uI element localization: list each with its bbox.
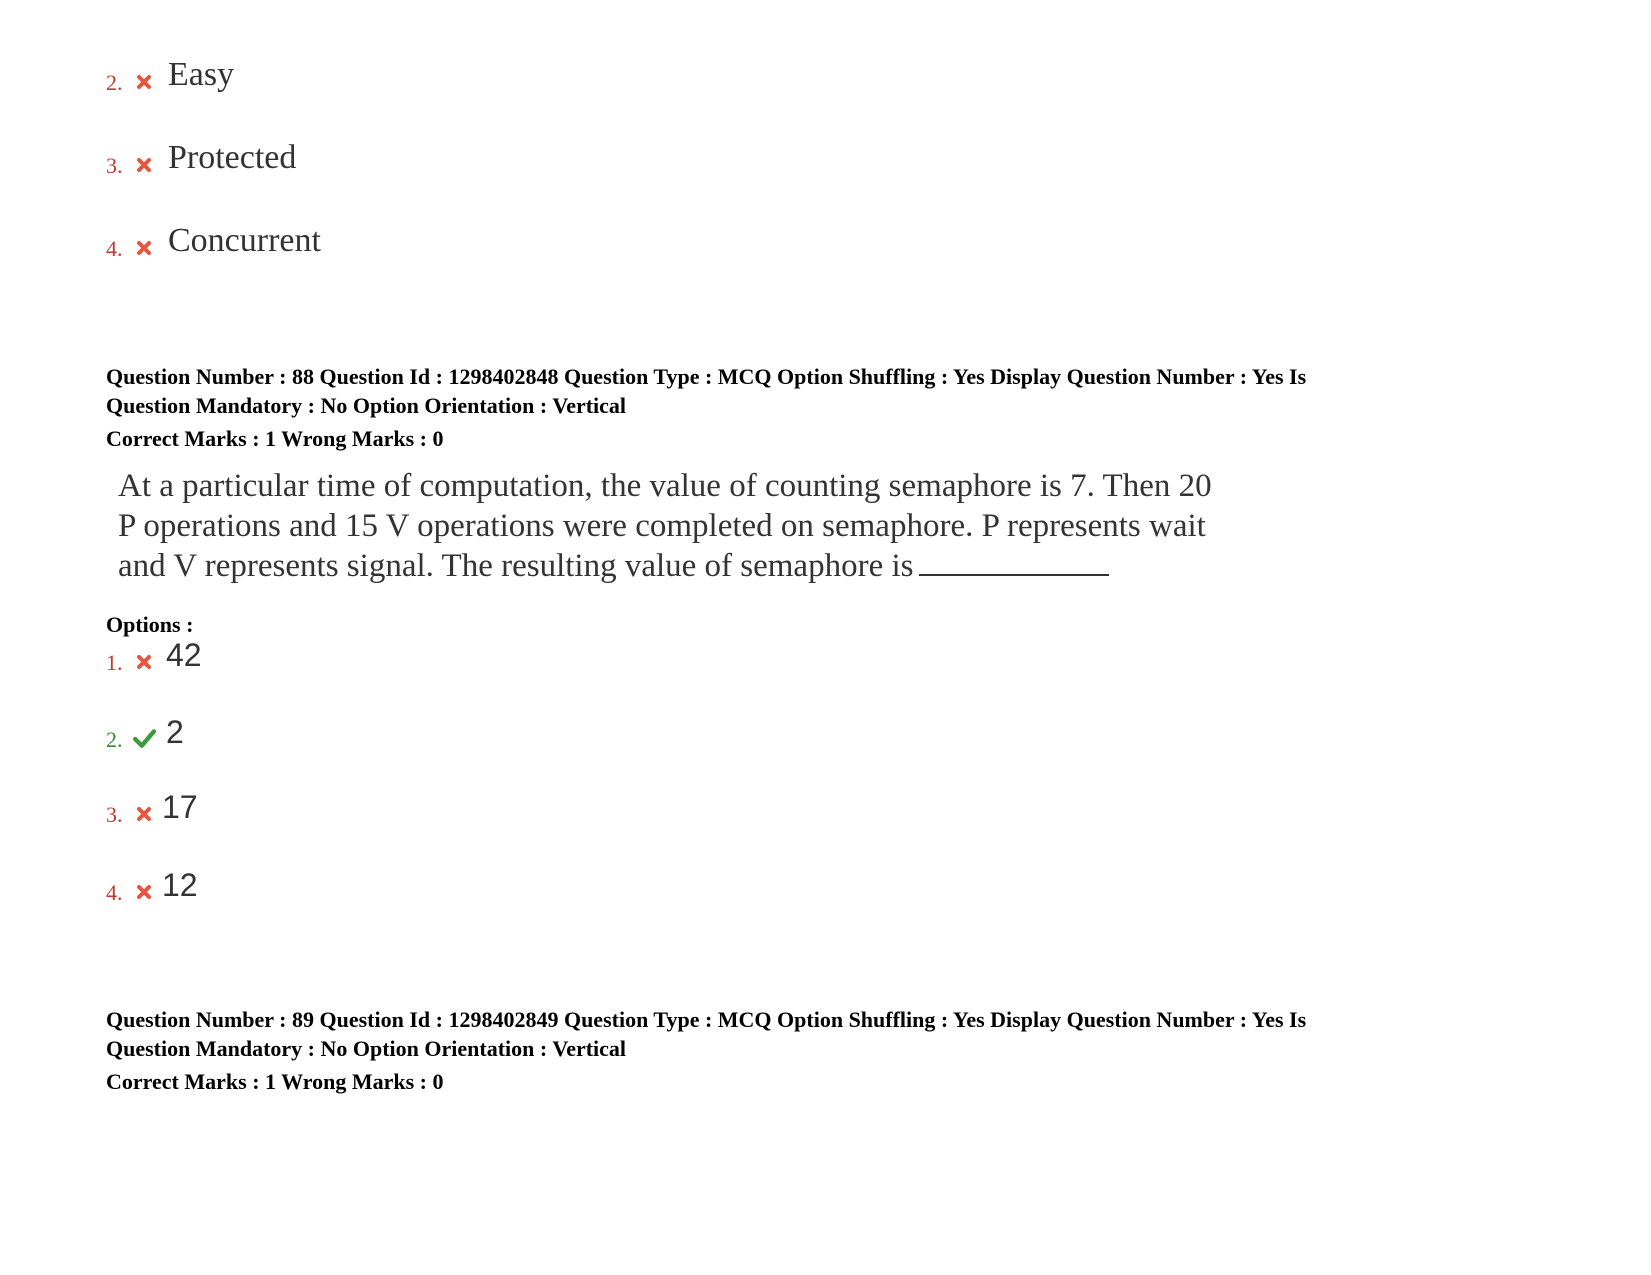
- option-text: 17: [162, 789, 198, 825]
- option-text: Protected: [168, 139, 297, 176]
- option-number: 4.: [106, 236, 123, 261]
- checkmark-icon: [132, 727, 156, 749]
- cross-icon: [134, 72, 154, 92]
- cross-icon: [134, 652, 154, 672]
- question-meta: [106, 362, 1546, 420]
- option-text: 2: [166, 714, 184, 750]
- question-meta-line: Question Mandatory : No Option Orientation : Vertical: [106, 393, 627, 418]
- option-number: 2.: [106, 727, 123, 752]
- question-meta-line: Question Mandatory : No Option Orientation : Vertical: [106, 1036, 627, 1061]
- question-text-line: At a particular time of computation, the value of counting semaphore is 7. Then 20: [118, 468, 1212, 504]
- option-row: [106, 139, 706, 183]
- option-text: Easy: [168, 56, 235, 93]
- question-text-line: P operations and 15 V operations were completed on semaphore. P represents wait: [118, 508, 1206, 544]
- question-text-line: and V represents signal. The resulting value of semaphore is: [118, 548, 914, 584]
- question-marks: Correct Marks : 1 Wrong Marks : 0: [106, 426, 444, 451]
- question-meta-line: Question Number : 88 Question Id : 1298402848 Question Type : MCQ Option Shuffling : Yes Display Question Number : Yes Is: [106, 364, 1307, 389]
- cross-icon: [134, 804, 154, 824]
- option-row-correct: [106, 714, 706, 757]
- question-meta: [106, 1005, 1546, 1063]
- question-text: [118, 466, 1298, 586]
- option-text: Concurrent: [168, 222, 321, 259]
- cross-icon: [134, 155, 154, 175]
- option-number: 2.: [106, 70, 123, 95]
- cross-icon: [134, 238, 154, 258]
- question-marks: Correct Marks : 1 Wrong Marks : 0: [106, 1069, 444, 1094]
- option-row: [106, 867, 706, 910]
- option-text: 42: [166, 637, 202, 673]
- option-row: [106, 789, 706, 832]
- option-number: 1.: [106, 650, 123, 675]
- question-text-line-last: [118, 546, 1298, 586]
- options-label: Options :: [106, 612, 194, 637]
- option-row: [106, 222, 706, 266]
- option-number: 3.: [106, 802, 123, 827]
- question-meta-line: Question Number : 89 Question Id : 1298402849 Question Type : MCQ Option Shuffling : Yes Display Question Number : Yes Is: [106, 1007, 1307, 1032]
- option-text: 12: [162, 867, 198, 903]
- option-number: 4.: [106, 880, 123, 905]
- answer-blank: [919, 546, 1109, 576]
- option-number: 3.: [106, 153, 123, 178]
- option-row: [106, 637, 706, 680]
- option-row: [106, 56, 706, 100]
- cross-icon: [134, 882, 154, 902]
